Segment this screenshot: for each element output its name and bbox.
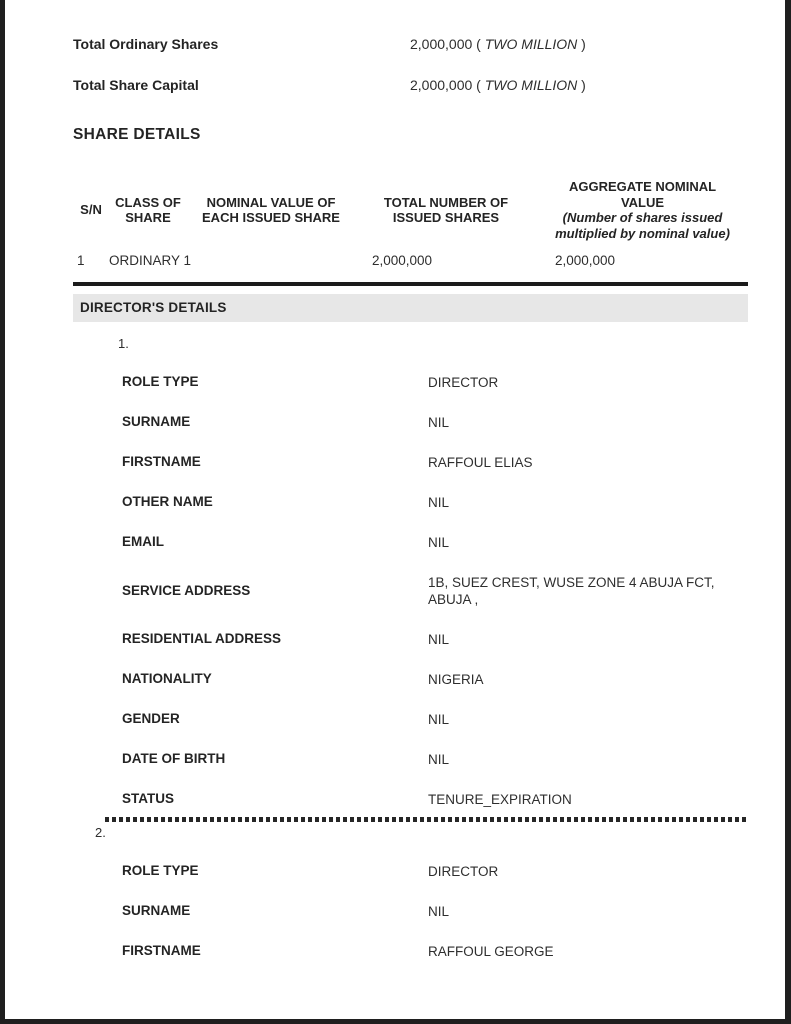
field-label: GENDER [122,711,180,726]
column-header-nominal-value: NOMINAL VALUE OF EACH ISSUED SHARE [202,194,340,225]
total-ordinary-shares-label: Total Ordinary Shares [73,36,219,52]
field-row-email [122,534,748,551]
dotted-entry-separator [105,817,748,822]
field-value: RAFFOUL GEORGE [428,944,554,959]
field-row-other-name [122,494,748,511]
column-header-total-issued: TOTAL NUMBER OF ISSUED SHARES [383,194,509,225]
cell-total-issued: 2,000,000 [372,253,433,268]
column-header-aggregate-nominal: AGGREGATE NOMINAL VALUE (Number of shares issued multiplied by nominal value) [555,179,730,241]
field-label: EMAIL [122,534,164,549]
column-header-sn: S/N [80,202,102,218]
field-value: NIL [428,415,450,430]
share-table-row [73,253,748,269]
director-entry-1 [73,336,748,808]
entry-number: 2. [95,825,106,840]
field-label: DATE OF BIRTH [122,751,226,766]
field-row-residential-address [122,631,748,648]
total-ordinary-shares-value: 2,000,000 ( TWO MILLION ) [410,36,586,52]
field-row-surname [122,414,748,431]
field-row-date-of-birth [122,751,748,768]
field-value: DIRECTOR [428,864,499,879]
entry-number: 1. [118,336,129,351]
field-label: FIRSTNAME [122,454,201,469]
cell-aggregate: 2,000,000 [555,253,616,268]
field-label: NATIONALITY [122,671,212,686]
field-value: NIL [428,712,450,727]
cell-sn: 1 [77,253,85,268]
field-label: RESIDENTIAL ADDRESS [122,631,282,646]
field-value: NIL [428,632,450,647]
field-value: NIL [428,904,450,919]
field-label: ROLE TYPE [122,863,199,878]
field-row-surname [122,903,748,920]
field-value: NIL [428,752,450,767]
field-row-firstname [122,943,748,960]
field-label: FIRSTNAME [122,943,201,958]
share-details-table [73,179,748,269]
field-row-role-type [122,374,748,391]
field-row-firstname [122,454,748,471]
field-row-role-type [122,863,748,880]
field-label: SERVICE ADDRESS [122,583,251,598]
share-table-header [73,179,748,241]
field-value: TENURE_EXPIRATION [428,792,572,807]
total-share-capital-row [73,77,748,93]
share-details-heading: SHARE DETAILS [73,126,201,143]
field-row-status [122,791,748,808]
field-row-service-address [122,574,748,608]
field-label: ROLE TYPE [122,374,199,389]
field-label: OTHER NAME [122,494,213,509]
total-share-capital-label: Total Share Capital [73,77,199,93]
total-ordinary-shares-row [73,36,748,52]
field-row-nationality [122,671,748,688]
section-divider-rule [73,282,748,286]
field-value: 1B, SUEZ CREST, WUSE ZONE 4 ABUJA FCT, ABUJA , [428,575,715,607]
field-value: NIGERIA [428,672,484,687]
field-label: SURNAME [122,414,191,429]
photo-edge-bottom [0,1019,791,1024]
field-label: SURNAME [122,903,191,918]
field-row-gender [122,711,748,728]
total-share-capital-value: 2,000,000 ( TWO MILLION ) [410,77,586,93]
directors-details-heading: DIRECTOR'S DETAILS [73,294,748,322]
cell-class-of-share: ORDINARY 1 [109,253,192,268]
cell-nominal-value [187,253,355,269]
field-value: NIL [428,495,450,510]
field-value: RAFFOUL ELIAS [428,455,533,470]
director-entry-2 [73,825,748,960]
field-value: NIL [428,535,450,550]
photo-edge-right [785,0,791,1024]
column-header-class-of-share: CLASS OF SHARE [115,194,181,225]
field-label: STATUS [122,791,174,806]
field-value: DIRECTOR [428,375,499,390]
photo-edge-left [0,0,5,1024]
